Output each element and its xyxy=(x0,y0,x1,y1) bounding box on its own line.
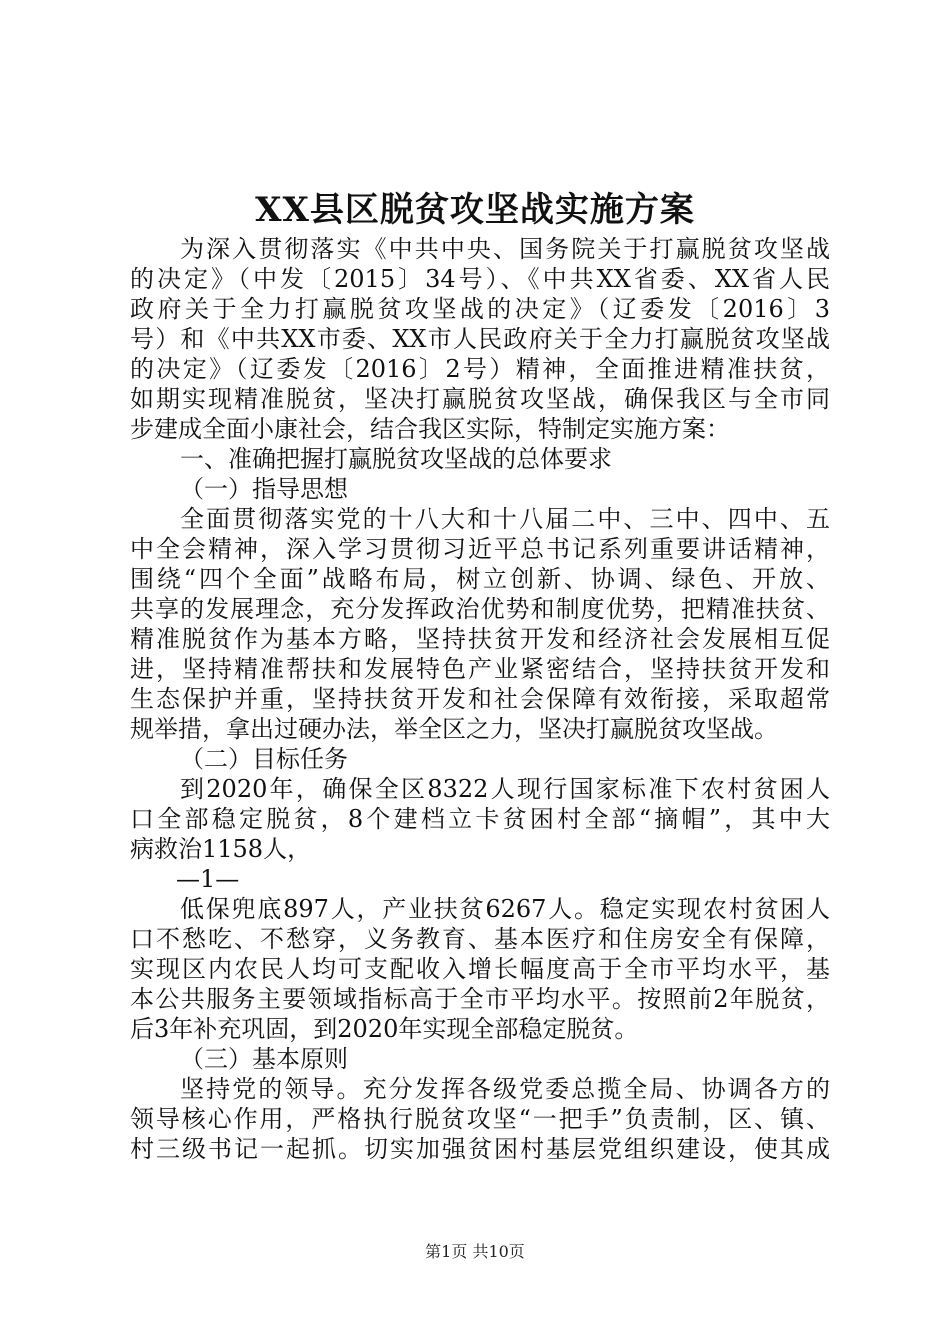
paragraph-line: 中全会精神，深入学习贯彻习近平总书记系列重要讲话精神， xyxy=(130,535,830,563)
paragraph-line: 低保兜底897人，产业扶贫6267人。稳定实现农村贫困人 xyxy=(180,895,830,923)
paragraph-line: 村三级书记一起抓。切实加强贫困村基层党组织建设，使其成 xyxy=(130,1135,830,1163)
subsection-heading: （三）基本原则 xyxy=(180,1045,348,1073)
page-footer: 第1页 共10页 xyxy=(425,1242,525,1261)
paragraph-line: 本公共服务主要领域指标高于全市平均水平。按照前2年脱贫， xyxy=(130,985,830,1013)
paragraph-line: 领导核心作用，严格执行脱贫攻坚“一把手”负责制，区、镇、 xyxy=(130,1105,830,1133)
paragraph-line: 生态保护并重，坚持扶贫开发和社会保障有效衔接，采取超常 xyxy=(130,685,830,713)
paragraph-line: 共享的发展理念，充分发挥政治优势和制度优势，把精准扶贫、 xyxy=(130,595,830,623)
paragraph-line: 进，坚持精准帮扶和发展特色产业紧密结合，坚持扶贫开发和 xyxy=(130,655,830,683)
document-body xyxy=(130,234,830,1164)
document-title: XX县区脱贫攻坚战实施方案 xyxy=(255,190,695,230)
paragraph-line: 为深入贯彻落实《中共中央、国务院关于打赢脱贫攻坚战 xyxy=(180,235,830,263)
subsection-heading: （一）指导思想 xyxy=(180,475,348,503)
subsection-heading: （二）目标任务 xyxy=(180,745,348,773)
paragraph-line: 实现区内农民人均可支配收入增长幅度高于全市平均水平，基 xyxy=(130,955,830,983)
paragraph-line: 围绕“四个全面”战略布局，树立创新、协调、绿色、开放、 xyxy=(130,565,830,593)
paragraph-line: 精准脱贫作为基本方略，坚持扶贫开发和经济社会发展相互促 xyxy=(130,625,830,653)
paragraph-line: 的决定》（辽委发〔2016〕2号）精神，全面推进精准扶贫， xyxy=(130,355,830,383)
inline-page-number: —1— xyxy=(176,865,240,893)
paragraph-line: 政府关于全力打赢脱贫攻坚战的决定》（辽委发〔2016〕3 xyxy=(130,295,830,323)
paragraph-line: 号）和《中共XX市委、XX市人民政府关于全力打赢脱贫攻坚战 xyxy=(130,325,830,353)
section-heading: 一、准确把握打赢脱贫攻坚战的总体要求 xyxy=(180,445,612,473)
paragraph-line: 口全部稳定脱贫，8个建档立卡贫困村全部“摘帽”，其中大 xyxy=(130,805,830,833)
paragraph-line: 规举措，拿出过硬办法，举全区之力，坚决打赢脱贫攻坚战。 xyxy=(130,715,778,743)
paragraph-line: 口不愁吃、不愁穿，义务教育、基本医疗和住房安全有保障， xyxy=(130,925,830,953)
paragraph-line: 全面贯彻落实党的十八大和十八届二中、三中、四中、五 xyxy=(180,505,830,533)
paragraph-line: 病救治1158人， xyxy=(130,835,312,863)
paragraph-line: 到2020年，确保全区8322人现行国家标准下农村贫困人 xyxy=(180,775,830,803)
paragraph-line: 的决定》（中发〔2015〕34号）、《中共XX省委、XX省人民 xyxy=(130,265,830,293)
paragraph-line: 坚持党的领导。充分发挥各级党委总揽全局、协调各方的 xyxy=(180,1075,830,1103)
paragraph-line: 后3年补充巩固，到2020年实现全部稳定脱贫。 xyxy=(130,1015,639,1043)
paragraph-line: 如期实现精准脱贫，坚决打赢脱贫攻坚战，确保我区与全市同 xyxy=(130,385,830,413)
paragraph-line: 步建成全面小康社会，结合我区实际，特制定实施方案： xyxy=(130,415,730,443)
